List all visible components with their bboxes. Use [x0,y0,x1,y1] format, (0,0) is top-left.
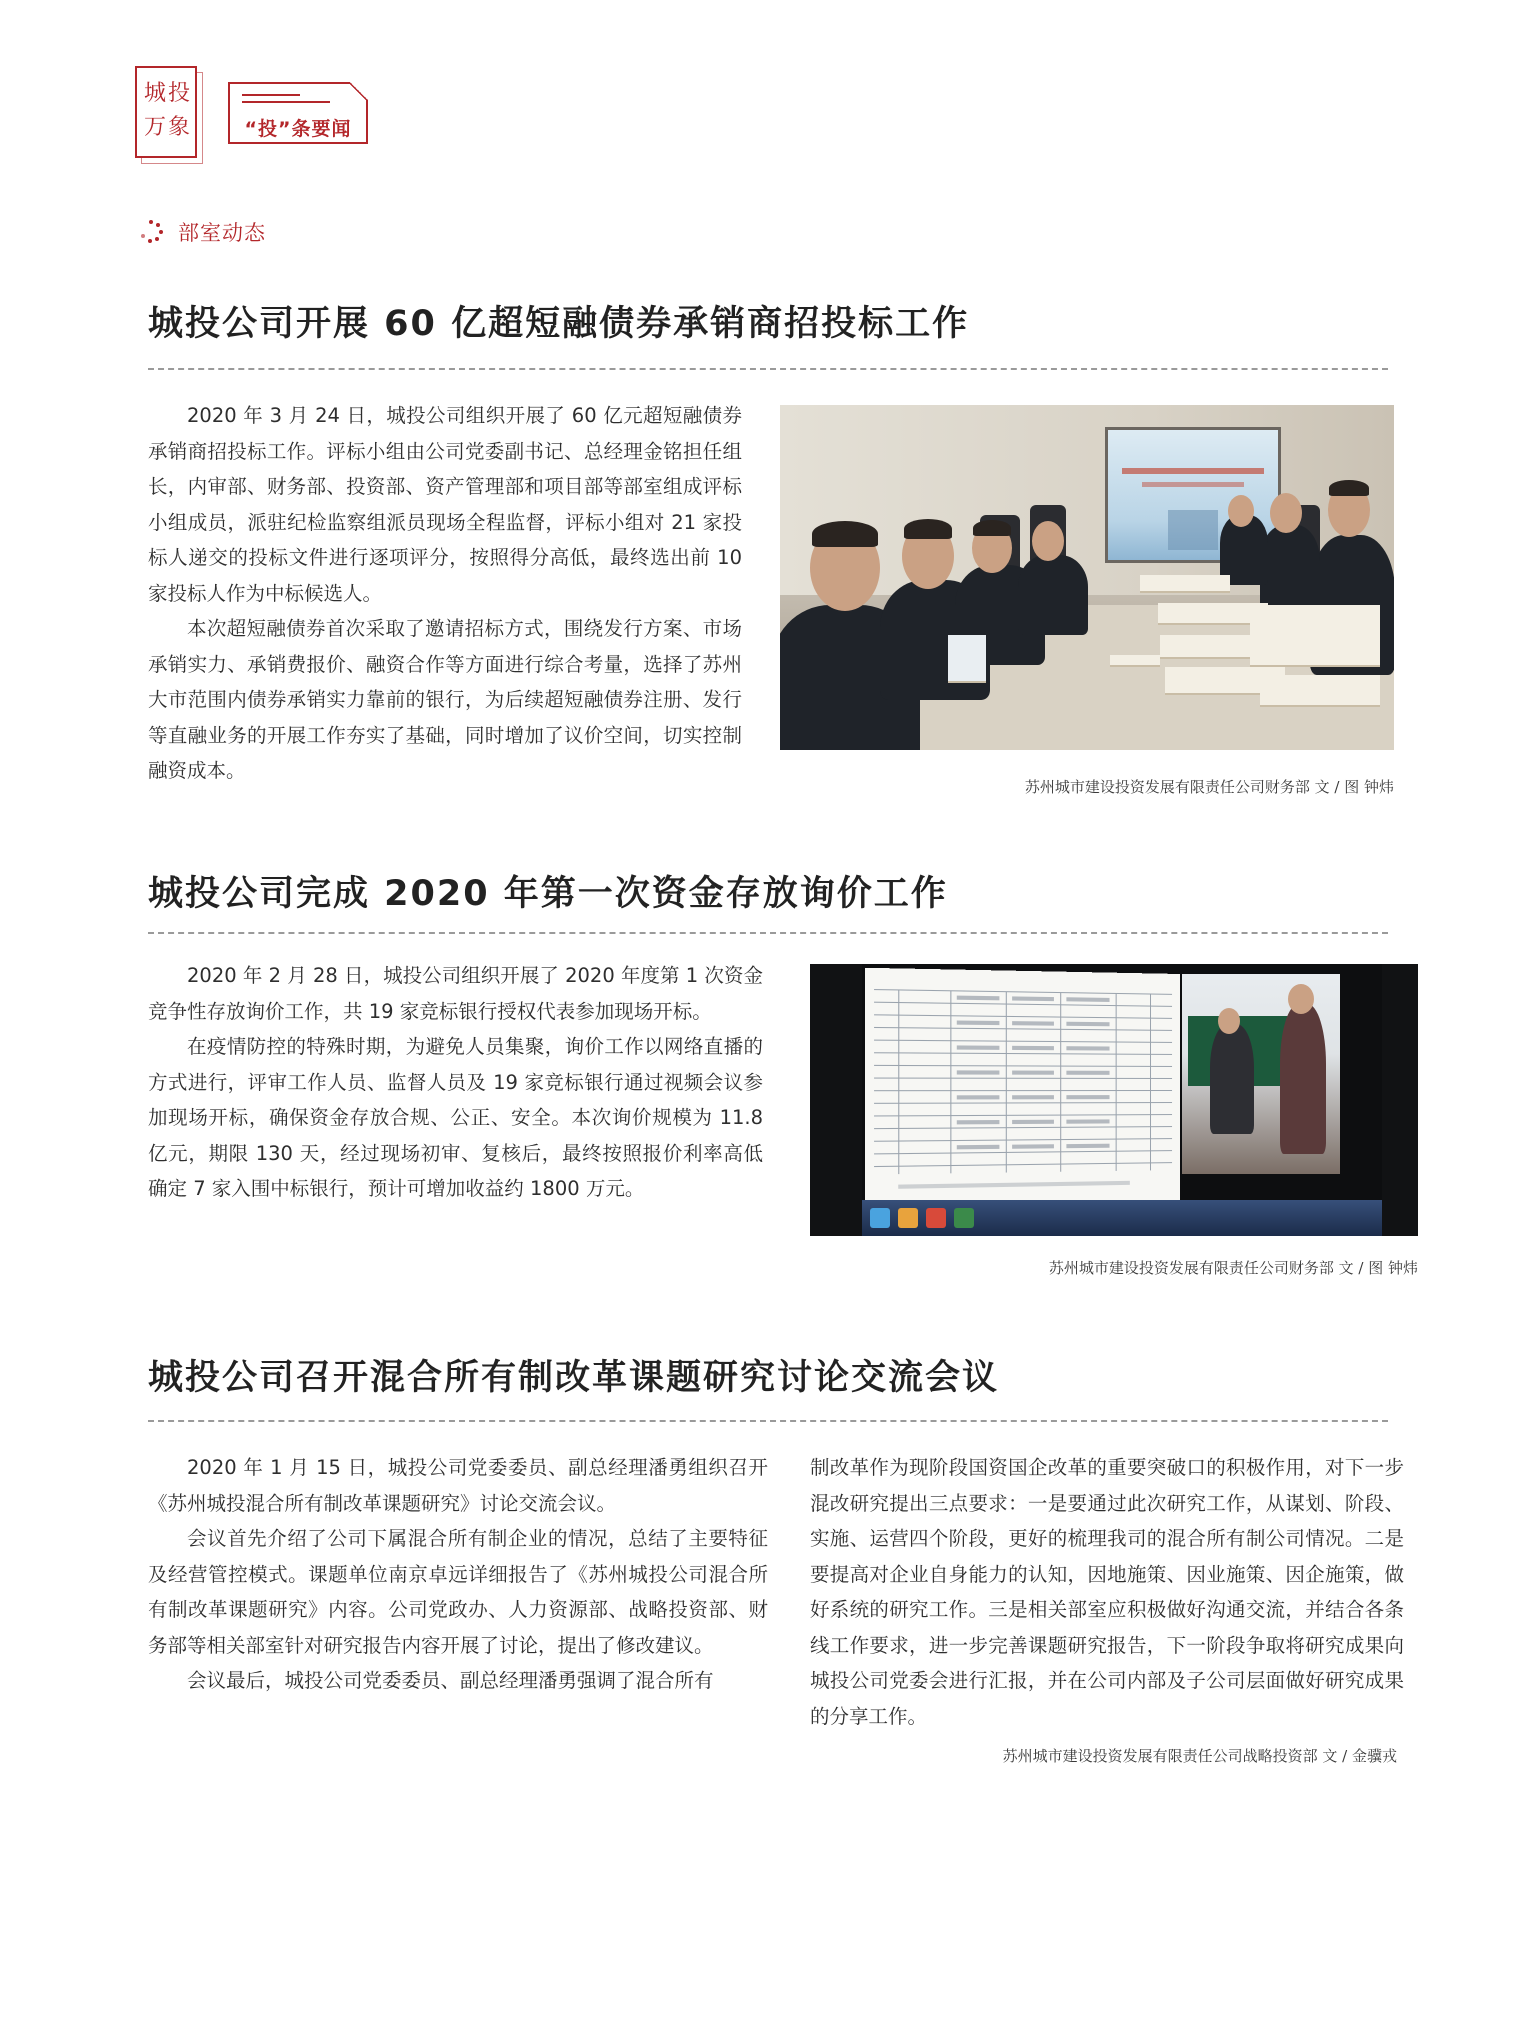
section-label: 部室动态 [178,221,266,245]
logo-char: 万 [143,115,166,140]
meeting-photo [780,405,1394,750]
logo-char: 象 [167,115,190,140]
column-tag [228,82,368,144]
dashed-divider [148,1420,1388,1422]
article-credit: 苏州城市建设投资发展有限责任公司战略投资部 文 / 金骥戎 [1002,1747,1397,1765]
column-tag-label: “投”条要闻 [244,118,352,140]
video-conference-photo [810,964,1418,1236]
paragraph: 2020 年 2 月 28 日，城投公司组织开展了 2020 年度第 1 次资金竞争性存放询价工作，共 19 家竞标银行授权代表参加现场开标。 [148,964,763,1023]
paragraph: 本次超短融债券首次采取了邀请招标方式，围绕发行方案、市场承销实力、承销费报价、融资合作等方面进行综合考量，选择了苏州大市范围内债券承销实力靠前的银行，为后续超短融债券注册、发行等直融业务的开展工作夯实了基础，同时增加了议价空间，切实控制融资成本。 [148,617,742,782]
article-body [148,958,763,1207]
article-body-right-column [810,1450,1404,1734]
folded-corner-icon [350,82,368,100]
article-title: 城投公司开展 60 亿超短融债券承销商招投标工作 [148,304,970,344]
magazine-logo [135,66,197,158]
dashed-divider [148,932,1388,934]
article-title: 城投公司完成 2020 年第一次资金存放询价工作 [148,874,948,914]
logo-char: 投 [167,81,190,106]
article-body-left-column [148,1450,768,1699]
paragraph: 会议首先介绍了公司下属混合所有制企业的情况，总结了主要特征及经营管控模式。课题单位南京卓远详细报告了《苏州城投公司混合所有制改革课题研究》内容。公司党政办、人力资源部、战略投资部、财务部等相关部室针对研究报告内容开展了讨论，提出了修改建议。 [148,1527,768,1657]
dashed-divider [148,368,1388,370]
article-body [148,398,742,789]
dots-icon [140,220,164,244]
paragraph: 在疫情防控的特殊时期，为避免人员集聚，询价工作以网络直播的方式进行，评审工作人员、监督人员及 19 家竞标银行通过视频会议参加现场开标，确保资金存放合规、公正、安全。本次询价规模为 11.8 亿元，期限 130 天，经过现场初审、复核后，最终按照报价利率高低确定 7 家入围中标银行，预计可增加收益约 1800 万元。 [148,1035,763,1200]
article-title: 城投公司召开混合所有制改革课题研究讨论交流会议 [148,1358,1000,1398]
lines-icon [242,94,330,108]
spreadsheet-screen [865,968,1180,1206]
paragraph: 2020 年 3 月 24 日，城投公司组织开展了 60 亿元超短融债券承销商招投标工作。评标小组由公司党委副书记、总经理金铭担任组长，内审部、财务部、投资部、资产管理部和项目部等部室组成评标小组成员，派驻纪检监察组派员现场全程监督，评标小组对 21 家投标人递交的投标文件进行逐项评分，按照得分高低，最终选出前 10 家投标人作为中标候选人。 [148,404,742,605]
photo-credit: 苏州城市建设投资发展有限责任公司财务部 文 / 图 钟炜 [1048,1259,1418,1277]
logo-char: 城 [143,81,166,106]
paragraph: 2020 年 1 月 15 日，城投公司党委委员、副总经理潘勇组织召开《苏州城投混合所有制改革课题研究》讨论交流会议。 [148,1456,768,1515]
photo-credit: 苏州城市建设投资发展有限责任公司财务部 文 / 图 钟炜 [1024,778,1394,796]
paragraph: 制改革作为现阶段国资国企改革的重要突破口的积极作用，对下一步混改研究提出三点要求：一是要通过此次研究工作，从谋划、阶段、实施、运营四个阶段，更好的梳理我司的混合所有制公司情况。二是要提高对企业自身能力的认知，因地施策、因业施策、因企施策，做好系统的研究工作。三是相关部室应积极做好沟通交流，并结合各条线工作要求，进一步完善课题研究报告，下一阶段争取将研究成果向城投公司党委会进行汇报，并在公司内部及子公司层面做好研究成果的分享工作。 [810,1456,1404,1728]
paragraph: 会议最后，城投公司党委委员、副总经理潘勇强调了混合所有 [187,1669,714,1692]
taskbar [862,1200,1382,1236]
